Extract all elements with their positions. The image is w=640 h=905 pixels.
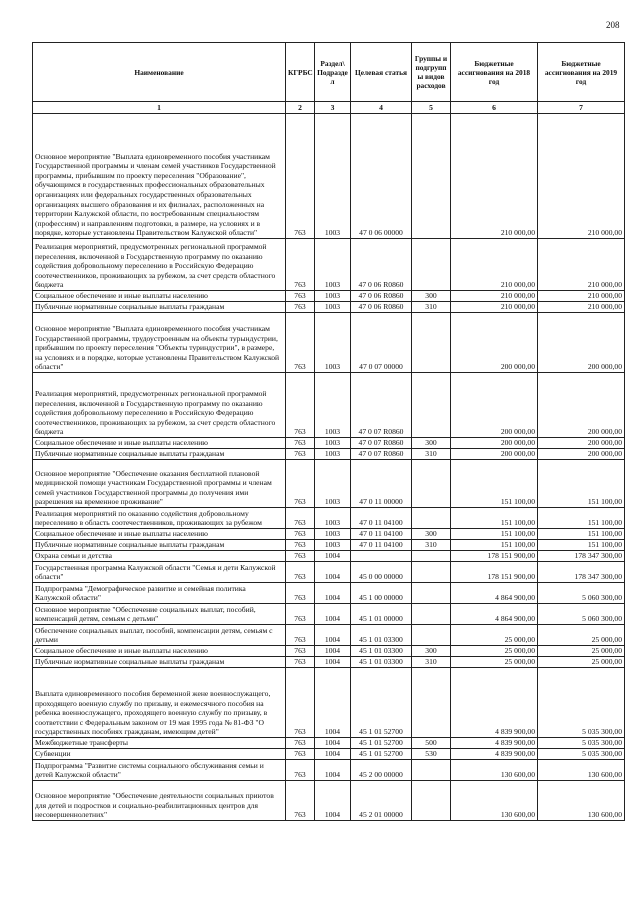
table-row [33,313,625,373]
cell-y2019: 178 347 300,00 [538,551,625,562]
cell-name: Публичные нормативные социальные выплаты гражданам [33,449,286,460]
cell-y2018: 178 151 900,00 [451,562,538,583]
column-number: 7 [538,102,625,114]
cell-group [412,781,451,821]
cell-group: 310 [412,302,451,313]
cell-group: 300 [412,438,451,449]
cell-name: Государственная программа Калужской области "Семья и дети Калужской области" [33,562,286,583]
cell-group [412,583,451,604]
cell-section: 1004 [315,760,351,781]
cell-kgrbs: 763 [286,239,315,291]
cell-name: Межбюджетные трансферты [33,738,286,749]
cell-target: 47 0 11 04100 [351,529,412,540]
cell-y2019: 5 035 300,00 [538,749,625,760]
cell-name: Социальное обеспечение и иные выплаты населению [33,529,286,540]
cell-section: 1003 [315,302,351,313]
cell-kgrbs: 763 [286,657,315,668]
cell-section: 1004 [315,562,351,583]
cell-kgrbs: 763 [286,529,315,540]
cell-y2018: 151 100,00 [451,460,538,508]
cell-kgrbs: 763 [286,508,315,529]
cell-y2019: 200 000,00 [538,373,625,438]
cell-y2018: 151 100,00 [451,529,538,540]
cell-y2019: 200 000,00 [538,313,625,373]
cell-target: 47 0 07 R0860 [351,438,412,449]
cell-group [412,625,451,646]
cell-y2019: 210 000,00 [538,114,625,239]
table-row [33,781,625,821]
cell-section: 1003 [315,529,351,540]
cell-group [412,668,451,738]
cell-y2018: 4 864 900,00 [451,583,538,604]
cell-group [412,604,451,625]
table-row [33,529,625,540]
cell-y2018: 25 000,00 [451,625,538,646]
column-number: 2 [286,102,315,114]
cell-target: 45 1 01 52700 [351,668,412,738]
cell-y2018: 200 000,00 [451,438,538,449]
table-row [33,551,625,562]
table-row [33,657,625,668]
cell-name: Основное мероприятие "Выплата единовременного пособия участникам Государственной программы, трудоустроенным на объекты турындустрии, прибывшим по проекту переселения "Объекты туриндустрии", в размере, на условиях и в порядке, которые установлены Правительством Калужской области" [33,313,286,373]
cell-section: 1004 [315,738,351,749]
cell-group: 300 [412,291,451,302]
column-number: 6 [451,102,538,114]
cell-group: 310 [412,540,451,551]
cell-section: 1004 [315,625,351,646]
column-number: 1 [33,102,286,114]
cell-kgrbs: 763 [286,540,315,551]
cell-y2019: 178 347 300,00 [538,562,625,583]
cell-kgrbs: 763 [286,646,315,657]
cell-section: 1003 [315,449,351,460]
cell-kgrbs: 763 [286,551,315,562]
column-number-row [33,102,625,114]
cell-section: 1003 [315,313,351,373]
cell-name: Основное мероприятие "Выплата единовременного пособия участникам Государственной программы и членам семей участников Государственной программы, прибывшим по проекту переселения "Образование", обучающимся в государственных профессиональных образовательных организациях или федеральных государственных образовательных организациях высшего образования и их филиалах, расположенных на территории Калужской области, по востребованным специальностям (профессиям) и направлениям подготовки, в размере, на условиях и в порядке, которые установлены Правительством Калужской области" [33,114,286,239]
cell-section: 1004 [315,583,351,604]
cell-y2019: 25 000,00 [538,646,625,657]
cell-target: 45 1 01 52700 [351,738,412,749]
cell-name: Обеспечение социальных выплат, пособий, компенсации детям, семьям с детьми [33,625,286,646]
cell-kgrbs: 763 [286,373,315,438]
table-row [33,438,625,449]
cell-kgrbs: 763 [286,760,315,781]
cell-kgrbs: 763 [286,114,315,239]
cell-section: 1003 [315,291,351,302]
cell-target: 47 0 06 00000 [351,114,412,239]
cell-kgrbs: 763 [286,781,315,821]
table-row [33,291,625,302]
cell-y2019: 130 600,00 [538,760,625,781]
cell-y2019: 5 060 300,00 [538,604,625,625]
header-kgrbs: КГРБС [286,43,315,102]
cell-kgrbs: 763 [286,449,315,460]
header-group: Группы и подгрупп ы видов расходов [412,43,451,102]
cell-y2018: 151 100,00 [451,540,538,551]
cell-y2019: 25 000,00 [538,625,625,646]
cell-name: Реализация мероприятий по оказанию содействия добровольному переселению в область соотечественников, проживающих за рубежом [33,508,286,529]
header-row [33,43,625,102]
cell-section: 1003 [315,114,351,239]
cell-section: 1004 [315,749,351,760]
cell-kgrbs: 763 [286,749,315,760]
cell-section: 1004 [315,604,351,625]
cell-group [412,551,451,562]
cell-section: 1003 [315,373,351,438]
cell-y2019: 210 000,00 [538,239,625,291]
cell-name: Основное мероприятие "Обеспечение оказания бесплатной плановой медицинской помощи участникам Государственной программы и членам семей участников Государственной программы до получения ими разрешения на временное проживание" [33,460,286,508]
cell-group: 310 [412,449,451,460]
cell-target: 47 0 07 R0860 [351,449,412,460]
cell-y2019: 130 600,00 [538,781,625,821]
cell-y2018: 151 100,00 [451,508,538,529]
cell-y2019: 210 000,00 [538,302,625,313]
cell-target [351,551,412,562]
cell-kgrbs: 763 [286,291,315,302]
cell-y2019: 151 100,00 [538,529,625,540]
table-row [33,373,625,438]
cell-section: 1003 [315,460,351,508]
table-row [33,239,625,291]
table-row [33,646,625,657]
cell-group: 300 [412,646,451,657]
table-row [33,449,625,460]
cell-name: Социальное обеспечение и иные выплаты населению [33,291,286,302]
cell-name: Выплата единовременного пособия беременной жене военнослужащего, проходящего военную службу по призыву, и ежемесячного пособия на ребенка военнослужащего, проходящего военную службу по призыву, в соответствии с Федеральным законом от 19 мая 1995 года № 81-ФЗ "О государственных пособиях гражданам, имеющим детей" [33,668,286,738]
table-row [33,668,625,738]
cell-section: 1003 [315,540,351,551]
cell-name: Публичные нормативные социальные выплаты гражданам [33,540,286,551]
cell-target: 45 1 01 03300 [351,657,412,668]
cell-y2019: 25 000,00 [538,657,625,668]
cell-target: 45 2 00 00000 [351,760,412,781]
cell-y2019: 200 000,00 [538,449,625,460]
cell-section: 1004 [315,551,351,562]
cell-name: Подпрограмма "Демографическое развитие и семейная политика Калужской области" [33,583,286,604]
cell-y2019: 5 035 300,00 [538,668,625,738]
cell-y2018: 25 000,00 [451,657,538,668]
cell-y2019: 5 035 300,00 [538,738,625,749]
cell-y2019: 151 100,00 [538,540,625,551]
cell-target: 45 1 00 00000 [351,583,412,604]
cell-kgrbs: 763 [286,562,315,583]
cell-y2019: 151 100,00 [538,460,625,508]
column-number: 3 [315,102,351,114]
cell-kgrbs: 763 [286,438,315,449]
cell-group [412,373,451,438]
cell-target: 47 0 11 04100 [351,540,412,551]
cell-y2019: 210 000,00 [538,291,625,302]
cell-name: Субвенции [33,749,286,760]
table-row [33,738,625,749]
cell-target: 45 2 01 00000 [351,781,412,821]
cell-kgrbs: 763 [286,625,315,646]
table-row [33,302,625,313]
cell-name: Основное мероприятие "Обеспечение деятельности социальных приютов для детей и подростков и социально-реабилитационных центров для несовершеннолетних" [33,781,286,821]
cell-y2018: 130 600,00 [451,781,538,821]
cell-section: 1003 [315,508,351,529]
cell-y2019: 151 100,00 [538,508,625,529]
table-row [33,540,625,551]
cell-group: 300 [412,529,451,540]
cell-group: 500 [412,738,451,749]
header-2018: Бюджетные ассигнования на 2018 год [451,43,538,102]
cell-name: Основное мероприятие "Обеспечение социальных выплат, пособий, компенсаций детям, семьям с детьми" [33,604,286,625]
cell-y2018: 200 000,00 [451,313,538,373]
cell-y2018: 200 000,00 [451,449,538,460]
cell-kgrbs: 763 [286,313,315,373]
cell-group [412,508,451,529]
cell-name: Социальное обеспечение и иные выплаты населению [33,438,286,449]
cell-kgrbs: 763 [286,460,315,508]
cell-y2018: 178 151 900,00 [451,551,538,562]
page-number: 208 [606,20,620,30]
table-row [33,583,625,604]
cell-name: Реализация мероприятий, предусмотренных региональной программой переселения, включенной в Государственную программу по оказанию содействия добровольному переселению в Российскую Федерацию соотечественников, проживающих за рубежом, за счет средств областного бюджета [33,239,286,291]
table-row [33,760,625,781]
cell-group [412,239,451,291]
header-name: Наименование [33,43,286,102]
cell-section: 1004 [315,668,351,738]
table-row [33,604,625,625]
table-row [33,114,625,239]
table-row [33,625,625,646]
column-number: 4 [351,102,412,114]
cell-kgrbs: 763 [286,604,315,625]
cell-group: 310 [412,657,451,668]
cell-name: Социальное обеспечение и иные выплаты населению [33,646,286,657]
column-number: 5 [412,102,451,114]
cell-kgrbs: 763 [286,583,315,604]
cell-kgrbs: 763 [286,302,315,313]
cell-target: 47 0 06 R0860 [351,239,412,291]
cell-target: 47 0 07 R0860 [351,373,412,438]
cell-y2018: 4 864 900,00 [451,604,538,625]
header-2019: Бюджетные ассигнования на 2019 год [538,43,625,102]
cell-y2019: 5 060 300,00 [538,583,625,604]
cell-name: Реализация мероприятий, предусмотренных региональной программой переселения, включенной в Государственную программу по оказанию содействия добровольному переселению в Российскую Федерацию соотечественников, проживающих за рубежом, за счет средств областного бюджета [33,373,286,438]
cell-target: 45 1 01 00000 [351,604,412,625]
cell-group [412,313,451,373]
header-target: Целевая статья [351,43,412,102]
cell-target: 45 1 01 03300 [351,625,412,646]
cell-target: 47 0 11 04100 [351,508,412,529]
table-row [33,562,625,583]
cell-target: 47 0 07 00000 [351,313,412,373]
cell-y2018: 210 000,00 [451,114,538,239]
cell-y2018: 25 000,00 [451,646,538,657]
table-body [33,114,625,821]
cell-target: 47 0 06 R0860 [351,291,412,302]
cell-y2018: 4 839 900,00 [451,738,538,749]
cell-y2018: 210 000,00 [451,239,538,291]
cell-name: Публичные нормативные социальные выплаты гражданам [33,302,286,313]
table-row [33,508,625,529]
cell-section: 1004 [315,781,351,821]
cell-y2018: 4 839 900,00 [451,749,538,760]
cell-target: 47 0 11 00000 [351,460,412,508]
cell-y2018: 210 000,00 [451,302,538,313]
cell-y2018: 210 000,00 [451,291,538,302]
cell-kgrbs: 763 [286,668,315,738]
cell-section: 1003 [315,438,351,449]
cell-section: 1004 [315,657,351,668]
cell-group [412,114,451,239]
cell-group: 530 [412,749,451,760]
cell-target: 45 1 01 03300 [351,646,412,657]
cell-y2018: 200 000,00 [451,373,538,438]
table-row [33,460,625,508]
cell-name: Публичные нормативные социальные выплаты гражданам [33,657,286,668]
cell-target: 47 0 06 R0860 [351,302,412,313]
cell-section: 1003 [315,239,351,291]
cell-target: 45 1 01 52700 [351,749,412,760]
cell-name: Подпрограмма "Развитие системы социального обслуживания семьи и детей Калужской области" [33,760,286,781]
cell-y2019: 200 000,00 [538,438,625,449]
cell-kgrbs: 763 [286,738,315,749]
cell-name: Охрана семьи и детства [33,551,286,562]
cell-section: 1004 [315,646,351,657]
table-row [33,749,625,760]
cell-group [412,460,451,508]
cell-group [412,760,451,781]
cell-y2018: 130 600,00 [451,760,538,781]
budget-table [32,42,625,821]
cell-target: 45 0 00 00000 [351,562,412,583]
header-section: Раздел\ Подразде л [315,43,351,102]
cell-y2018: 4 839 900,00 [451,668,538,738]
cell-group [412,562,451,583]
